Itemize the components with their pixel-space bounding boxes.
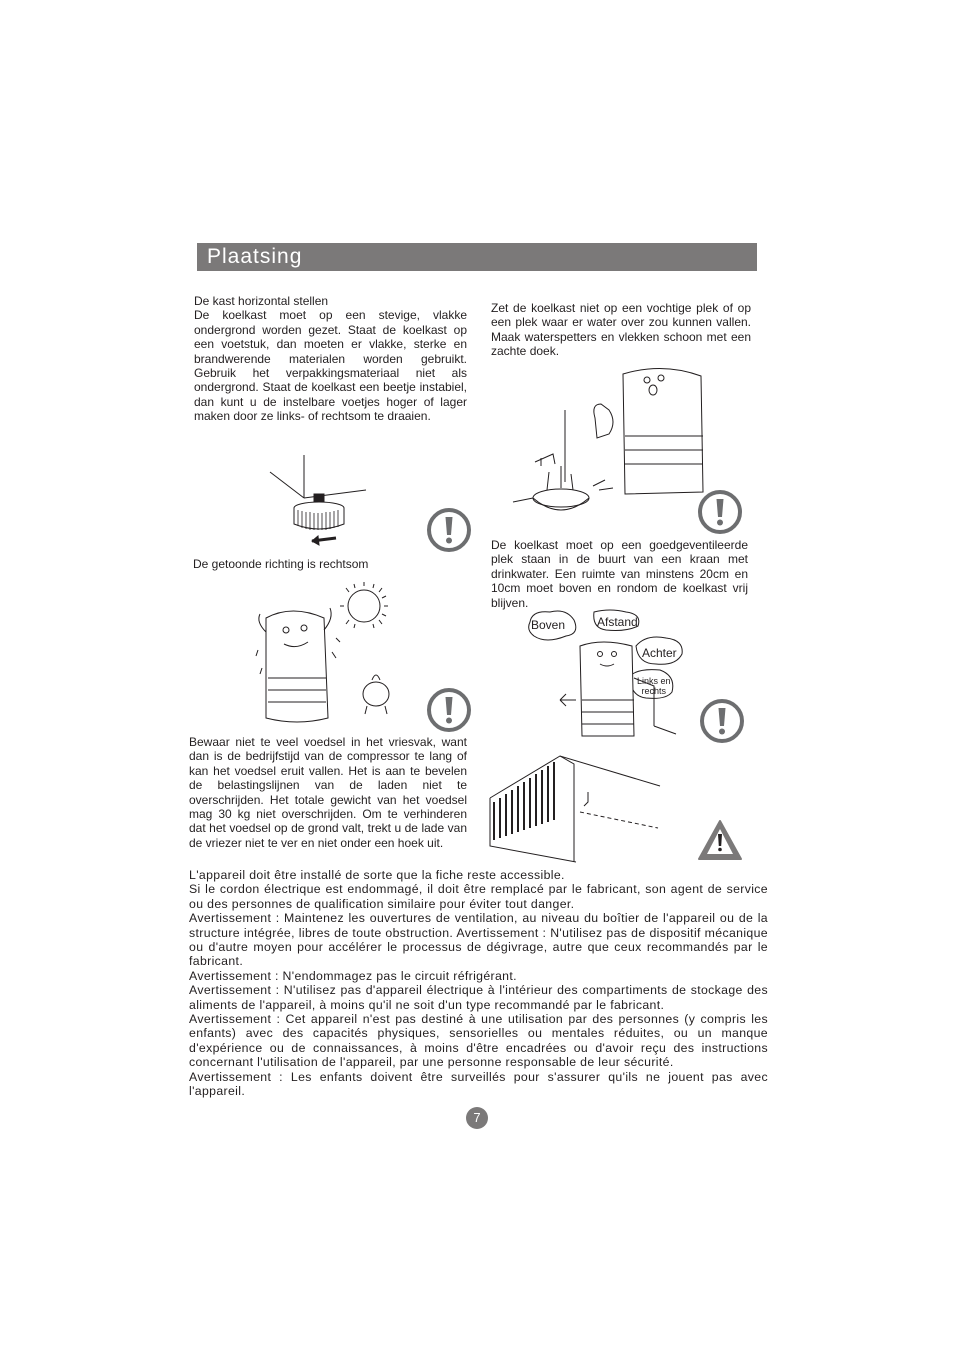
warning-fr-3: Avertissement : Maintenez les ouvertures de ventilation, au niveau du boîtier de l'appareil ou de la structure intégrée, libres de toute obstruction. Avertissement : N'utilisez pas de dispositif mécanique ou d'autre moyen pour accélérer le processus de dégivrage, autre que ceux recommandés par le fabricant. (189, 911, 768, 969)
warning-triangle-icon (697, 819, 743, 861)
label-links-rechts (637, 676, 671, 696)
freezer-load-paragraph: Bewaar niet te veel voedsel in het vriesvak, want dan is de bedrijfstijd van de compressor te lang of kan het voedsel eruit vallen. Het is aan te bevelen de belastingslijnen van de laden niet te overschrijden. Het totale gewicht van het voedsel mag 30 kg niet overschrijden. Om te verhinderen dat het voedsel op de grond valt, trekt u de lade van de vriezer niet te ver en niet onder een hoek uit. (189, 735, 467, 850)
french-warnings (189, 868, 768, 1099)
warning-fr-5: Avertissement : N'utilisez pas d'appareil électrique à l'intérieur des compartiments de stockage des aliments de l'appareil, à moins qu'il ne soit d'un type recommandé par le fabricant. (189, 983, 768, 1012)
ventilation-paragraph: De koelkast moet op een goedgeventileerde plek staan in de buurt van een kraan met drinkwater. Een ruimte van minstens 20cm en 10cm moet boven en rondom de koelkast vrij blijven. (491, 538, 748, 610)
warning-fr-4: Avertissement : N'endommagez pas le circuit réfrigérant. (189, 968, 517, 983)
section-title-bar (197, 243, 757, 271)
section-title: Plaatsing (207, 245, 303, 268)
warning-fr-2: Si le cordon électrique est endommagé, il doit être remplacé par le fabricant, son agent de service ou des personnes de qualification similaire pour éviter tout danger. (189, 882, 768, 911)
warning-fr-7: Avertissement : Les enfants doivent être surveillés pour s'assurer qu'ils ne jouent pas avec l'appareil. (189, 1069, 768, 1099)
direction-caption: De getoonde richting is rechtsom (193, 557, 369, 571)
label-rechts: rechts (641, 686, 667, 696)
damp-location-paragraph: Zet de koelkast niet op een vochtige plek of op een plek waar er water over zou kunnen vallen. Maak waterspetters en vlekken schoon met een zachte doek. (491, 301, 751, 359)
label-boven: Boven (531, 618, 566, 632)
label-achter: Achter (642, 646, 677, 660)
adjustable-foot-illustration (262, 450, 382, 555)
exclamation-circle-icon (427, 508, 471, 552)
exclamation-circle-icon (698, 490, 742, 534)
fridge-heat-illustration (252, 578, 402, 726)
warning-fr-1: L'appareil doit être installé de sorte que la fiche reste accessible. (189, 868, 565, 882)
freezer-drawer-illustration (488, 752, 663, 864)
exclamation-circle-icon (700, 699, 744, 743)
exclamation-circle-icon (427, 688, 471, 732)
warning-fr-6: Avertissement : Cet appareil n'est pas destiné à une utilisation par des personnes (y compris les enfants) avec des capacités physiques, sensorielles ou mentales réduites, ou un manque d'expérience ou de connaissances, à moins d'être encadrées ou d'avoir reçu des instructions concernant l'utilisation de l'appareil, par une personne responsable de leur sécurité. (189, 1012, 768, 1070)
leveling-paragraph: De koelkast moet op een stevige, vlakke ondergrond worden gezet. Staat de koelkast op een voetstuk, dan moeten er vlakke, sterke en brandwerende materialen worden gebruikt. Gebruik het verpakkingsmateriaal niet als ondergrond. Staat de koelkast een beetje instabiel, dan kunt u de instelbare voetjes hoger of lager maken door ze links- of rechtsom te draaien. (194, 308, 467, 424)
leveling-section (194, 294, 467, 424)
water-splash-illustration (513, 362, 713, 517)
page-number: 7 (466, 1107, 488, 1129)
label-links-en: Links en (637, 676, 671, 686)
leveling-heading: De kast horizontal stellen (194, 294, 329, 308)
label-afstand: Afstand (597, 615, 638, 629)
